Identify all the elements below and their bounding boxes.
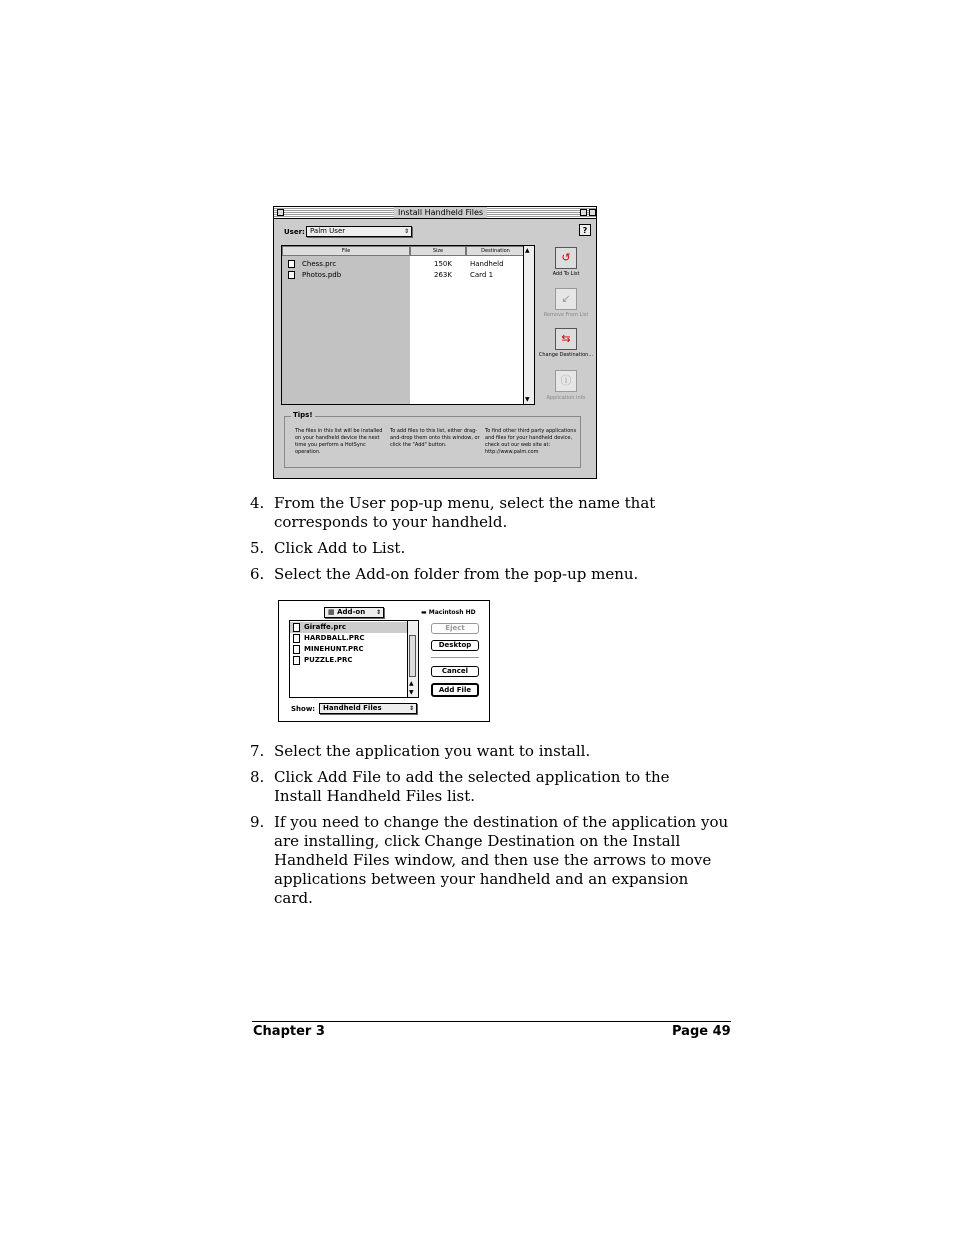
change-destination-icon: ⇆ <box>561 332 571 345</box>
scroll-down-icon[interactable]: ▼ <box>525 396 530 403</box>
scroll-up-icon[interactable]: ▲ <box>525 247 530 254</box>
step-text: Select the Add-on folder from the pop-up menu. <box>274 565 639 583</box>
vertical-scrollbar[interactable] <box>523 246 534 404</box>
window-title: Install Handheld Files <box>394 207 487 218</box>
tip-text: To find other third party applications and files for your handheld device, check out our web site at: http://www.palm.com <box>485 428 577 455</box>
tips-label: Tips! <box>293 411 313 419</box>
collapse-box-icon[interactable] <box>589 209 596 216</box>
document-file-icon <box>288 271 295 279</box>
file-name: Photos.pdb <box>302 271 342 279</box>
application-info-button <box>555 370 577 392</box>
footer-page-number: Page 49 <box>672 1024 731 1039</box>
file-list[interactable] <box>281 245 535 405</box>
scroll-thumb[interactable] <box>409 635 416 677</box>
show-label: Show: <box>291 705 316 713</box>
step-number: 8. <box>250 768 265 786</box>
user-label: User: <box>284 228 305 236</box>
file-name: Giraffe.prc <box>304 623 347 631</box>
add-file-button[interactable]: Add File <box>431 683 479 697</box>
application-info-label: Application Info <box>546 395 586 401</box>
folder-icon: ▦ <box>328 608 335 616</box>
folder-popup-value: Add-on <box>337 608 366 616</box>
help-icon[interactable]: ? <box>579 224 591 236</box>
step-text: From the User pop-up menu, select the name that corresponds to your handheld. <box>274 494 656 531</box>
document-file-icon <box>293 645 300 654</box>
hard-disk-icon: ▬ <box>421 609 427 616</box>
folder-popup-menu[interactable] <box>324 607 384 618</box>
document-file-icon <box>293 623 300 632</box>
file-size: 150K <box>434 260 452 268</box>
popup-arrows-icon: ⇕ <box>403 228 409 235</box>
step-number: 7. <box>250 742 265 760</box>
scroll-down-icon[interactable]: ▼ <box>409 689 414 696</box>
file-destination: Card 1 <box>470 271 494 279</box>
step-text: Click Add File to add the selected application to the Install Handheld Files list. <box>274 768 670 805</box>
add-to-list-icon: ↺ <box>561 251 571 264</box>
file-name: PUZZLE.PRC <box>304 656 353 664</box>
window-title-bar[interactable] <box>274 207 596 219</box>
divider <box>431 657 479 658</box>
add-file-dialog <box>278 600 490 722</box>
change-destination-button[interactable] <box>555 328 577 350</box>
remove-from-list-icon: ↙ <box>561 292 571 305</box>
table-row[interactable] <box>282 259 534 269</box>
list-item[interactable] <box>290 655 410 666</box>
column-header-size[interactable]: Size <box>410 246 466 256</box>
list-item[interactable] <box>290 644 410 655</box>
list-item[interactable] <box>290 633 410 644</box>
step-text: If you need to change the destination of the application you are installing, click Change Destination on the Install Handheld Files window, and then use the arrows to move applications between your handheld and an expansion card. <box>274 813 729 907</box>
tips-box <box>284 411 581 468</box>
tip-text: The files in this list will be installed on your handheld device the next time you perform a HotSync operation. <box>295 428 383 455</box>
step-number: 6. <box>250 565 265 583</box>
step-number: 9. <box>250 813 265 831</box>
list-item[interactable] <box>290 622 410 633</box>
column-header-destination[interactable]: Destination <box>466 246 525 256</box>
application-file-icon <box>288 260 295 268</box>
tip-text: To add files to this list, either drag-and-drop them onto this window, or click the "Add" button. <box>390 428 480 448</box>
footer-rule <box>252 1021 731 1022</box>
show-popup-menu[interactable] <box>319 703 417 714</box>
remove-from-list-label: Remove From List <box>543 312 589 318</box>
document-file-icon <box>293 656 300 665</box>
file-destination: Handheld <box>470 260 504 268</box>
popup-arrows-icon: ⇕ <box>375 609 381 616</box>
footer-chapter: Chapter 3 <box>253 1024 325 1039</box>
show-popup-value: Handheld Files <box>323 704 382 712</box>
close-box-icon[interactable] <box>277 209 284 216</box>
change-destination-label: Change Destination... <box>538 352 594 358</box>
user-popup-menu[interactable] <box>306 226 412 237</box>
table-row[interactable] <box>282 270 534 280</box>
user-popup-value: Palm User <box>310 227 346 235</box>
install-handheld-files-window <box>273 206 597 479</box>
file-browser-list[interactable] <box>289 620 419 698</box>
add-to-list-label: Add To List <box>552 271 580 277</box>
document-file-icon <box>293 634 300 643</box>
step-text: Select the application you want to install. <box>274 742 591 760</box>
scroll-up-icon[interactable]: ▲ <box>409 680 414 687</box>
file-name: MINEHUNT.PRC <box>304 645 364 653</box>
step-number: 4. <box>250 494 265 512</box>
popup-arrows-icon: ⇕ <box>408 705 414 712</box>
step-number: 5. <box>250 539 265 557</box>
eject-button: Eject <box>431 623 479 634</box>
volume-label: Macintosh HD <box>428 609 476 616</box>
application-info-icon: ⓘ <box>560 374 572 387</box>
step-text: Click Add to List. <box>274 539 406 557</box>
column-header-file[interactable]: File <box>282 246 410 256</box>
cancel-button[interactable]: Cancel <box>431 666 479 677</box>
remove-from-list-button <box>555 288 577 310</box>
file-size: 263K <box>434 271 452 279</box>
file-name: Chess.prc <box>302 260 337 268</box>
add-to-list-button[interactable] <box>555 247 577 269</box>
desktop-button[interactable]: Desktop <box>431 640 479 651</box>
zoom-box-icon[interactable] <box>580 209 587 216</box>
vertical-scrollbar[interactable] <box>407 621 418 697</box>
file-name: HARDBALL.PRC <box>304 634 365 642</box>
volume-name <box>421 609 476 616</box>
